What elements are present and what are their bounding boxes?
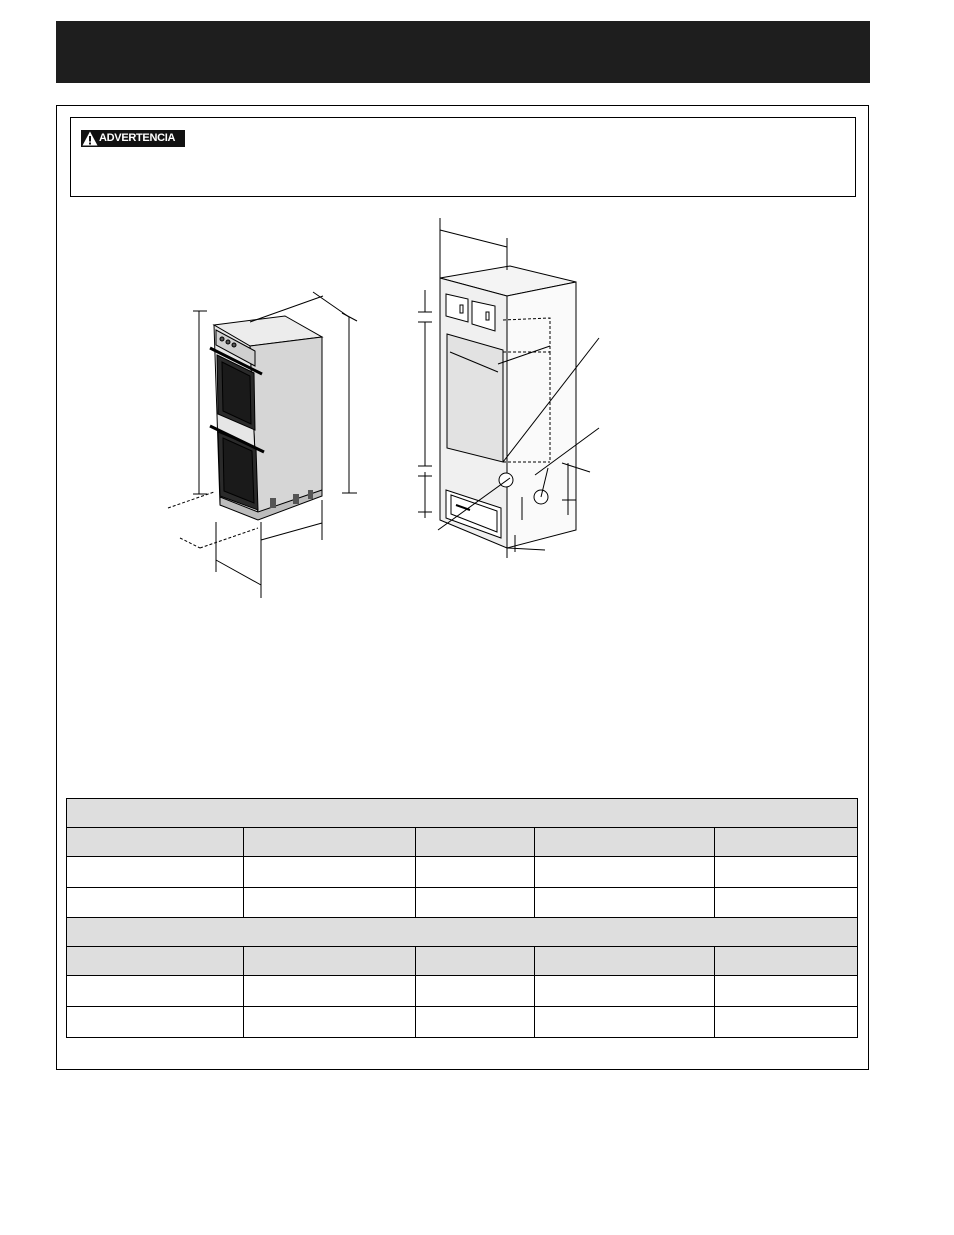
table-cell [416,888,535,919]
table-cell [244,857,416,888]
installation-diagram [150,210,620,605]
table-header-cell [416,947,535,976]
table-cell [67,857,244,888]
table-cell [416,1007,535,1038]
table-cell [416,976,535,1007]
table-header-cell [715,947,858,976]
table-cell [535,1007,715,1038]
table-header-cell [416,828,535,857]
table-cell [715,888,858,919]
table-cell [244,1007,416,1038]
table-header-cell [535,828,715,857]
table-cell [715,857,858,888]
table-header-cell [535,947,715,976]
table-cell [715,1007,858,1038]
table-cell [244,976,416,1007]
table-cell [535,888,715,919]
warning-box [70,117,856,197]
header-bar [56,21,870,83]
table-cell [416,857,535,888]
table-cell [67,976,244,1007]
table-header-cell [715,828,858,857]
table-band [67,799,858,828]
table-header-cell [244,947,416,976]
table-cell [67,888,244,919]
warning-label-text: ADVERTENCIA [99,132,176,144]
spec-table-lower [66,917,858,1038]
warning-badge [81,130,185,147]
table-header-cell [67,947,244,976]
table-cell [535,857,715,888]
table-header-cell [244,828,416,857]
table-band [67,918,858,947]
spec-table-upper [66,798,858,919]
table-header-cell [67,828,244,857]
warning-triangle-icon [81,130,99,147]
table-cell [67,1007,244,1038]
cabinet-cutout-illustration [418,218,599,558]
table-cell [535,976,715,1007]
table-cell [244,888,416,919]
table-cell [715,976,858,1007]
wall-oven-illustration [168,292,357,598]
